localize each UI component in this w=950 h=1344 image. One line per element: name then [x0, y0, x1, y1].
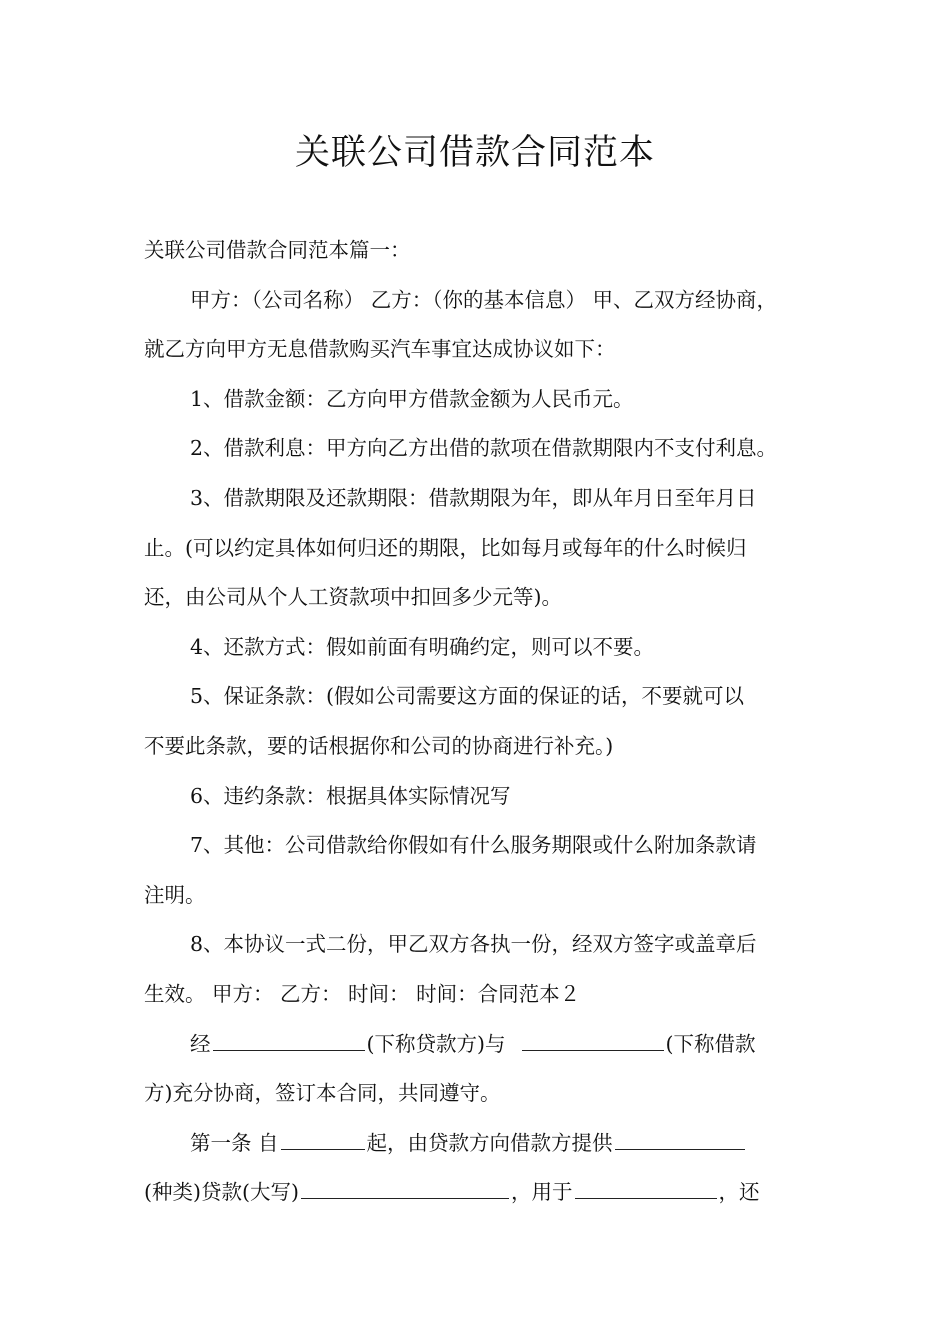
- clause-term-line3: 还，由公司从个人工资款项中扣回多少元等)。: [144, 585, 562, 610]
- clause-guarantee-line2: 不要此条款，要的话根据你和公司的协商进行补充。): [144, 733, 614, 758]
- paragraph-parties-line2: 就乙方向甲方无息借款购买汽车事宜达成协议如下：: [144, 337, 616, 362]
- blank-loan-type: [615, 1127, 745, 1150]
- text-article-one-start: 第一条 自: [190, 1130, 279, 1155]
- paragraph-lender-borrower: [144, 1020, 816, 1070]
- blank-amount: [301, 1177, 509, 1200]
- text-article-one-mid: 起，由贷款方向借款方提供: [366, 1130, 613, 1155]
- text-borrower-label: (下称借款: [665, 1031, 756, 1056]
- clause-term-line2: 止。(可以约定具体如何归还的期限，比如每月或每年的什么时候归: [144, 535, 747, 560]
- text-lender-label: (下称贷款方)与: [366, 1031, 506, 1056]
- clause-other-line1: 7、其他：公司借款给你假如有什么服务期限或什么附加条款请: [190, 833, 757, 858]
- blank-usage: [575, 1177, 717, 1200]
- article-one-line2: [144, 1168, 816, 1218]
- clause-copies-line1: 8、本协议一式二份，甲乙双方各执一份，经双方签字或盖章后: [190, 932, 757, 957]
- document-title: 关联公司借款合同范本: [294, 133, 655, 173]
- clause-repayment: 4、还款方式：假如前面有明确约定，则可以不要。: [190, 634, 655, 659]
- clause-term-line1: 3、借款期限及还款期限：借款期限为年，即从年月日至年月日: [190, 485, 757, 510]
- document-body: [144, 226, 816, 1218]
- paragraph-lender-borrower-line2: 方)充分协商，签订本合同，共同遵守。: [144, 1081, 501, 1106]
- section-heading: 关联公司借款合同范本篇一：: [144, 238, 411, 262]
- text-jing: 经: [190, 1031, 211, 1056]
- blank-lender: [213, 1028, 365, 1051]
- clause-interest: 2、借款利息：甲方向乙方出借的款项在借款期限内不支付利息。: [190, 436, 778, 461]
- clause-copies-line2: 生效。 甲方： 乙方： 时间： 时间：合同范本２: [144, 981, 581, 1006]
- blank-borrower: [522, 1028, 664, 1051]
- blank-start-date: [281, 1127, 365, 1150]
- clause-guarantee-line1: 5、保证条款：(假如公司需要这方面的保证的话，不要就可以: [190, 684, 745, 709]
- text-usage-label: ，用于: [511, 1180, 573, 1205]
- clause-other-line2: 注明。: [144, 882, 206, 907]
- text-loan-type-amount: (种类)贷款(大写): [144, 1180, 299, 1205]
- clause-loan-amount: 1、借款金额：乙方向甲方借款金额为人民币元。: [190, 386, 634, 411]
- article-one-line1: [144, 1119, 816, 1169]
- paragraph-parties-line1: 甲方：（公司名称） 乙方：（你的基本信息） 甲、乙双方经协商，: [190, 287, 778, 312]
- clause-breach: 6、违约条款：根据具体实际情况写: [190, 783, 511, 808]
- text-repay-label: ，还: [718, 1180, 760, 1205]
